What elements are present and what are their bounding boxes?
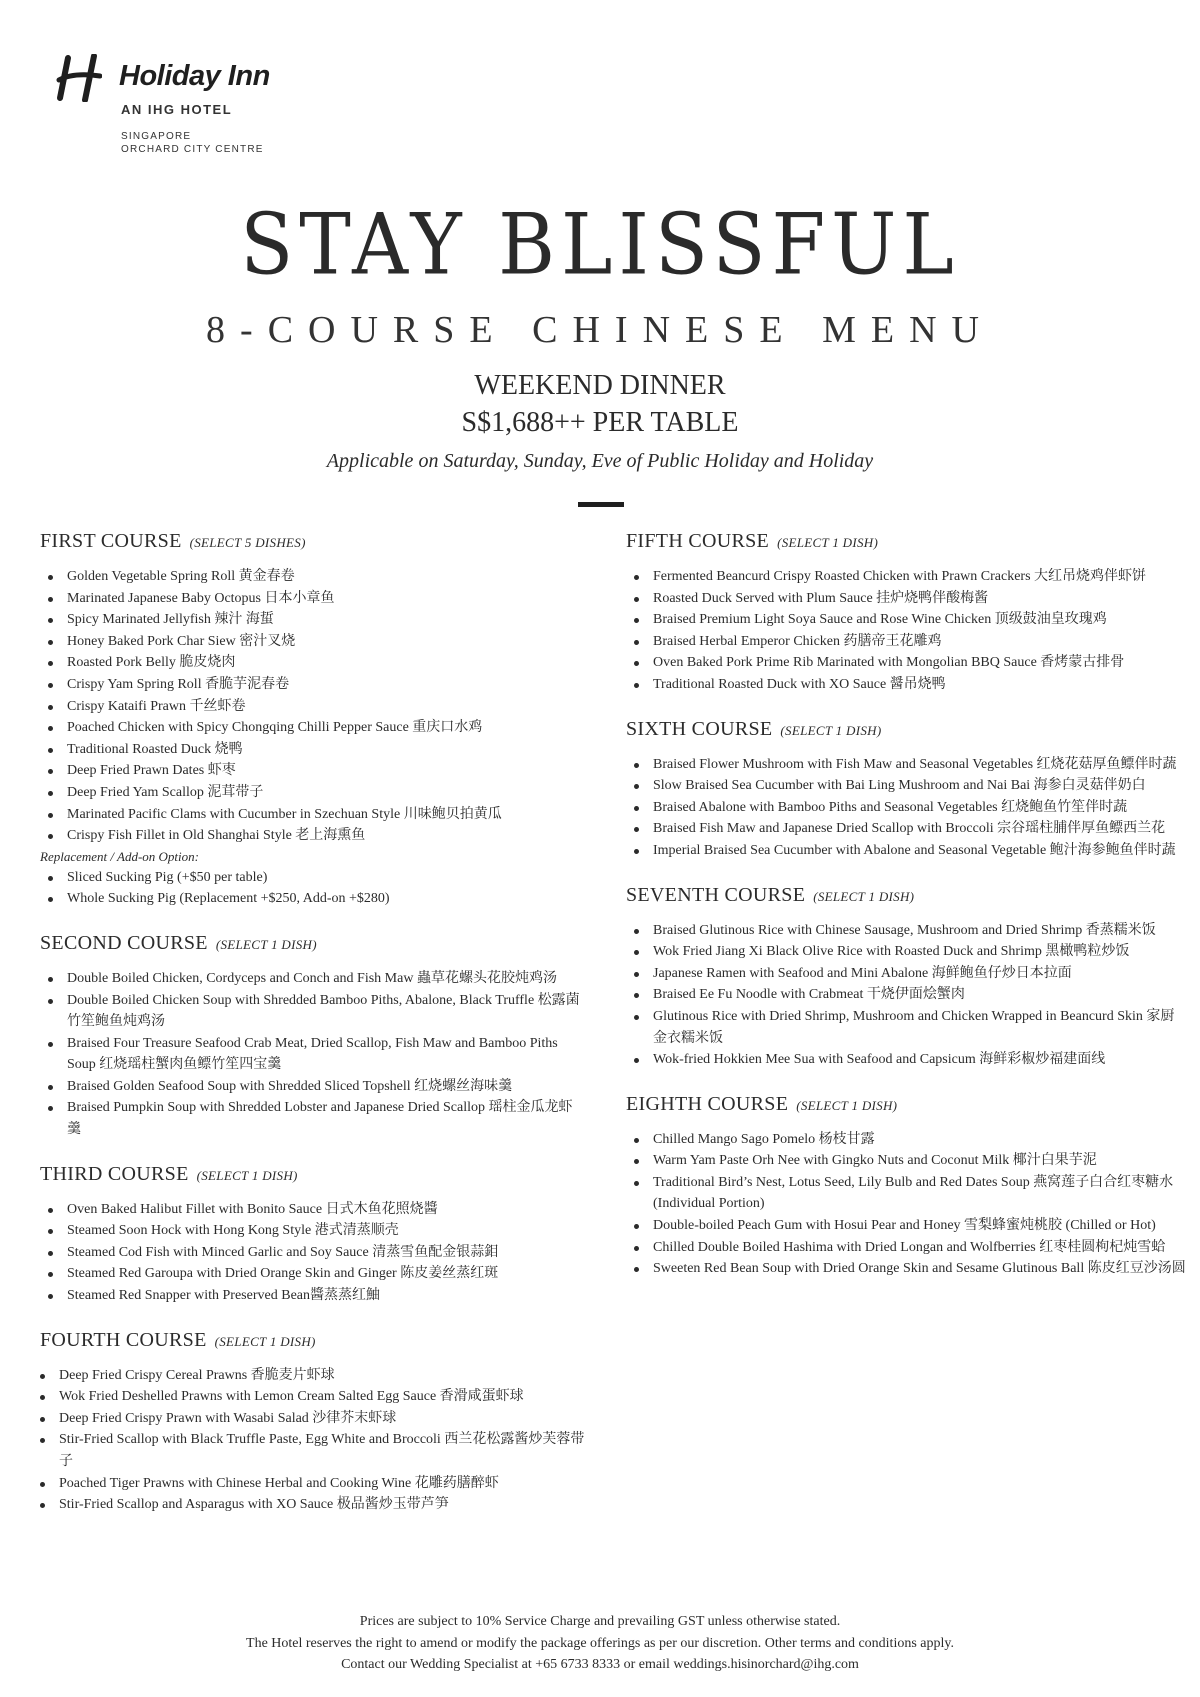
footer-contact: Contact our Wedding Specialist at +65 6733 8333 or email weddings.hisinorchard@ihg.com (341, 1657, 859, 1672)
course-heading: FIFTH COURSE (SELECT 1 DISH) (626, 530, 879, 552)
dish-item: Braised Herbal Emperor Chicken 药膳帝王花雕鸡 (626, 631, 1186, 653)
course-heading: THIRD COURSE (SELECT 1 DISH) (40, 1162, 298, 1185)
brand-sub: AN IHG HOTEL (121, 102, 233, 117)
dish-item: Poached Chicken with Spicy Chongqing Chilli Pepper Sauce 重庆口水鸡 (40, 717, 585, 739)
dish-list (40, 1199, 585, 1307)
addon-list (40, 867, 585, 910)
holiday-inn-h-icon (56, 54, 102, 102)
dish-list (40, 566, 585, 847)
location-line2: ORCHARD CITY CENTRE (121, 144, 264, 155)
dish-item: Crispy Kataifi Prawn 千丝虾卷 (40, 696, 585, 718)
dish-list (626, 566, 1186, 696)
dish-item: Sliced Sucking Pig (+$50 per table) (40, 867, 585, 889)
dish-item: Braised Four Treasure Seafood Crab Meat, Dried Scallop, Fish Maw and Bamboo Piths Soup 红烧瑶柱蟹肉鱼鳔竹笙四宝羹 (40, 1033, 585, 1076)
dish-item: Imperial Braised Sea Cucumber with Abalone and Seasonal Vegetable 鲍汁海参鲍鱼伴时蔬 (626, 840, 1186, 862)
dish-item: Braised Golden Seafood Soup with Shredded Sliced Topshell 红烧螺丝海味羹 (40, 1076, 585, 1098)
dish-item: Fermented Beancurd Crispy Roasted Chicken with Prawn Crackers 大红吊烧鸡伴虾饼 (626, 566, 1186, 588)
dish-item: Chilled Mango Sago Pomelo 杨枝甘露 (626, 1129, 1186, 1151)
dish-item: Braised Glutinous Rice with Chinese Sausage, Mushroom and Dried Shrimp 香蒸糯米饭 (626, 920, 1186, 942)
dish-item: Steamed Red Snapper with Preserved Bean醬蒸蒸红鮋 (40, 1285, 585, 1307)
left-column (40, 526, 585, 1534)
dish-item: Crispy Fish Fillet in Old Shanghai Style 老上海熏鱼 (40, 825, 585, 847)
dish-item: Japanese Ramen with Seafood and Mini Abalone 海鲜鲍鱼仔炒日本拉面 (626, 963, 1186, 985)
dish-item: Stir-Fried Scallop and Asparagus with XO Sauce 极品酱炒玉带芦笋 (40, 1494, 585, 1516)
course-heading: EIGHTH COURSE (SELECT 1 DISH) (626, 1092, 898, 1115)
dish-item: Golden Vegetable Spring Roll 黄金春卷 (40, 566, 585, 588)
sixth-course-section (626, 714, 1186, 862)
location-line1: SINGAPORE (121, 131, 192, 142)
dish-item: Oven Baked Pork Prime Rib Marinated with Mongolian BBQ Sauce 香烤蒙古排骨 (626, 652, 1186, 674)
second-course-section (40, 928, 585, 1141)
dish-item: Roasted Duck Served with Plum Sauce 挂炉烧鸭伴酸梅酱 (626, 588, 1186, 610)
dish-item: Traditional Roasted Duck 烧鸭 (40, 739, 585, 761)
course-heading: FIRST COURSE (SELECT 5 DISHES) (40, 530, 306, 552)
dish-item: Deep Fried Crispy Cereal Prawns 香脆麦片虾球 (40, 1365, 585, 1387)
footer-service-charge: Prices are subject to 10% Service Charge and prevailing GST unless otherwise stated. (359, 1614, 841, 1629)
dish-item: Braised Fish Maw and Japanese Dried Scallop with Broccoli 宗谷瑶柱脯伴厚鱼鳔西兰花 (626, 818, 1186, 840)
dish-item: Whole Sucking Pig (Replacement +$250, Add-on +$280) (40, 888, 585, 910)
dish-item: Warm Yam Paste Orh Nee with Gingko Nuts and Coconut Milk 椰汁白果芋泥 (626, 1150, 1186, 1172)
brand-name: Holiday Inn (119, 60, 270, 92)
right-column (626, 526, 1186, 1298)
course-heading: SEVENTH COURSE (SELECT 1 DISH) (626, 883, 915, 906)
dish-item: Crispy Yam Spring Roll 香脆芋泥春卷 (40, 674, 585, 696)
dish-item: Deep Fried Crispy Prawn with Wasabi Salad 沙律芥末虾球 (40, 1408, 585, 1430)
seventh-course-section (626, 880, 1186, 1071)
replacement-note: Replacement / Add-on Option: (40, 848, 199, 864)
first-course-section (40, 526, 585, 910)
dish-item: Spicy Marinated Jellyfish 辣汁 海蜇 (40, 609, 585, 631)
dish-item: Marinated Pacific Clams with Cucumber in Szechuan Style 川味鲍贝拍黄瓜 (40, 804, 585, 826)
menu-subtitle: 8-COURSE CHINESE MENU (206, 309, 994, 351)
dish-item: Braised Abalone with Bamboo Piths and Seasonal Vegetables 红烧鲍鱼竹笙伴时蔬 (626, 797, 1186, 819)
dish-item: Honey Baked Pork Char Siew 密汁叉烧 (40, 631, 585, 653)
dish-item: Chilled Double Boiled Hashima with Dried Longan and Wolfberries 红枣桂圆枸杞炖雪蛤 (626, 1237, 1186, 1259)
table-price: S$1,688++ PER TABLE (461, 407, 739, 438)
dish-item: Braised Pumpkin Soup with Shredded Lobster and Japanese Dried Scallop 瑶柱金瓜龙虾羹 (40, 1097, 585, 1140)
third-course-section (40, 1159, 585, 1307)
dish-item: Marinated Japanese Baby Octopus 日本小章鱼 (40, 588, 585, 610)
weekend-dinner-label: WEEKEND DINNER (474, 370, 726, 401)
course-heading: SIXTH COURSE (SELECT 1 DISH) (626, 717, 882, 740)
dish-item: Stir-Fried Scallop with Black Truffle Paste, Egg White and Broccoli 西兰花松露酱炒芙蓉带子 (40, 1429, 585, 1472)
dish-list (626, 920, 1186, 1071)
dish-list (40, 968, 585, 1141)
dish-item: Wok Fried Deshelled Prawns with Lemon Cream Salted Egg Sauce 香滑咸蛋虾球 (40, 1386, 585, 1408)
dish-item: Double Boiled Chicken, Cordyceps and Conch and Fish Maw 蟲草花螺头花胶炖鸡汤 (40, 968, 585, 990)
dish-item: Braised Premium Light Soya Sauce and Rose Wine Chicken 顶级鼓油皇玫瑰鸡 (626, 609, 1186, 631)
course-heading: SECOND COURSE (SELECT 1 DISH) (40, 931, 317, 954)
dish-item: Deep Fried Yam Scallop 泥茸带子 (40, 782, 585, 804)
dish-item: Braised Ee Fu Noodle with Crabmeat 干烧伊面烩蟹肉 (626, 984, 1186, 1006)
fourth-course-section (40, 1325, 585, 1516)
dish-item: Steamed Soon Hock with Hong Kong Style 港式清蒸顺壳 (40, 1220, 585, 1242)
dish-item: Poached Tiger Prawns with Chinese Herbal and Cooking Wine 花雕药膳醉虾 (40, 1473, 585, 1495)
dish-list (626, 1129, 1186, 1280)
applicable-days: Applicable on Saturday, Sunday, Eve of Public Holiday and Holiday (326, 450, 874, 472)
dish-list (626, 754, 1186, 862)
dish-item: Braised Flower Mushroom with Fish Maw and Seasonal Vegetables 红烧花菇厚鱼鳔伴时蔬 (626, 754, 1186, 776)
dish-item: Wok-fried Hokkien Mee Sua with Seafood and Capsicum 海鲜彩椒炒福建面线 (626, 1049, 1186, 1071)
dish-list (40, 1365, 585, 1516)
dish-item: Steamed Cod Fish with Minced Garlic and Soy Sauce 清蒸雪鱼配金银蒜鉬 (40, 1242, 585, 1264)
dish-item: Double Boiled Chicken Soup with Shredded Bamboo Piths, Abalone, Black Truffle 松露菌竹笙鲍鱼炖鸡汤 (40, 990, 585, 1033)
dish-item: Double-boiled Peach Gum with Hosui Pear and Honey 雪梨蜂蜜炖桃胶 (Chilled or Hot) (626, 1215, 1186, 1237)
dish-item: Oven Baked Halibut Fillet with Bonito Sauce 日式木鱼花照烧醬 (40, 1199, 585, 1221)
footer-amend-notice: The Hotel reserves the right to amend or modify the package offerings as per our discretion. Other terms and conditions apply. (246, 1635, 954, 1651)
footer-terms (0, 1611, 1200, 1676)
dish-item: Slow Braised Sea Cucumber with Bai Ling Mushroom and Nai Bai 海参白灵菇伴奶白 (626, 775, 1186, 797)
holiday-inn-logo (56, 52, 316, 162)
dish-item: Steamed Red Garoupa with Dried Orange Skin and Ginger 陈皮姜丝蒸红斑 (40, 1263, 585, 1285)
course-heading: FOURTH COURSE (SELECT 1 DISH) (40, 1328, 316, 1351)
fifth-course-section (626, 526, 1186, 696)
dish-item: Sweeten Red Bean Soup with Dried Orange Skin and Sesame Glutinous Ball 陈皮红豆沙汤圆 (626, 1258, 1186, 1280)
dish-item: Traditional Roasted Duck with XO Sauce 醤吊烧鸭 (626, 674, 1186, 696)
dish-item: Deep Fried Prawn Dates 虾枣 (40, 760, 585, 782)
dish-item: Roasted Pork Belly 脆皮烧肉 (40, 652, 585, 674)
dish-item: Glutinous Rice with Dried Shrimp, Mushroom and Chicken Wrapped in Beancurd Skin 家厨金衣糯米饭 (626, 1006, 1186, 1049)
title-divider (578, 502, 624, 507)
eighth-course-section (626, 1089, 1186, 1280)
dish-item: Wok Fried Jiang Xi Black Olive Rice with Roasted Duck and Shrimp 黑橄鸭粒炒饭 (626, 941, 1186, 963)
dish-item: Traditional Bird’s Nest, Lotus Seed, Lily Bulb and Red Dates Soup 燕窝莲子白合红枣糖水 (Individual Portion) (626, 1172, 1186, 1215)
page-title: STAY BLISSFUL (240, 196, 960, 294)
